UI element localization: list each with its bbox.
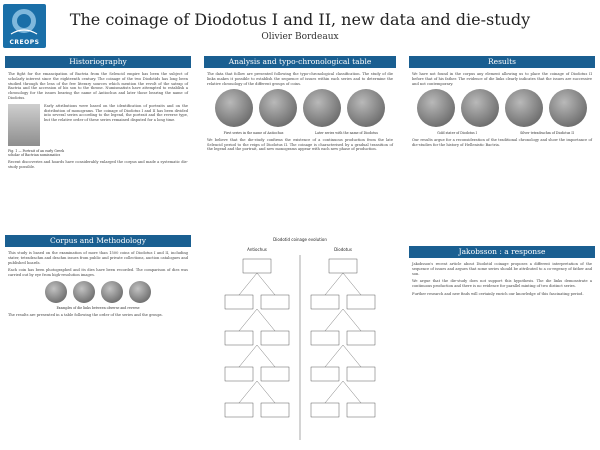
poster-title: The coinage of Diodotus I and II, new data and die-study [69,10,531,29]
historiography-section [8,72,188,173]
section-corpus-header: Corpus and Methodology [5,235,191,247]
corpus-coins [8,281,188,303]
chart-node [311,295,339,309]
analysis-coins [207,89,393,127]
chart-link [343,345,361,367]
res-caption-1: Gold stater of Diodotus I [437,130,477,135]
results-section [412,72,592,150]
coin-image [73,281,95,303]
coin-image [215,89,253,127]
chart-link [239,381,257,403]
coin-image [461,89,499,127]
coin-image [303,89,341,127]
coin-image [101,281,123,303]
hist-para-2: Early attributions were based on the identification of portraits and on the distribution of monograms. The coinage of Diodotus I and II has been divided into several series according to the legend, the portrait and the reverse type, but the relative order of these series remained disputed for a long time. [44,103,188,123]
chart-link [325,381,343,403]
chart-link [257,345,275,367]
results-coins [412,89,592,127]
chart-node [225,367,253,381]
res-para-1: We have not found in the corpus any element allowing us to place the coinage of Diodotus II before that of his father. The evidence of die links clearly indicates that the issues are successive and not contemporary. [412,72,592,86]
corp-para-3: The results are presented in a table following the order of the series and the groups. [8,313,163,318]
jak-para-2: We argue that the die-study does not support this hypothesis. The die links demonstrate a continuous production and there is no evidence for parallel minting of two distinct series. [412,279,592,289]
section-analysis-header: Analysis and typo-chronological table [204,56,396,68]
typochronological-chart [207,235,393,445]
coin-image [129,281,151,303]
coin-image [549,89,587,127]
analysis-section [207,72,393,155]
res-para-2: Our results argue for a reconsideration of the traditional chronology and show the importance of die-studies for the history of Hellenistic Bactria. [412,137,592,147]
chart-node [347,331,375,345]
chart-container [207,235,393,445]
chart-link [343,273,361,295]
corp-para-1: This study is based on the examination of more than 1500 coins of Diodotus I and II, including stater, tetradrachm and drachm issues from public and private collections, auction catalogues and published hoards. [8,251,188,265]
chart-link [257,381,275,403]
chart-node [311,403,339,417]
chart-node [225,331,253,345]
coin-image [259,89,297,127]
chart-link [239,309,257,331]
chart-node [261,295,289,309]
corp-para-2: Each coin has been photographed and its dies have been recorded. The comparison of dies was carried out by eye from high-resolution images. [8,268,188,278]
chart-node [347,367,375,381]
chart-link [325,273,343,295]
chart-node [261,331,289,345]
header [0,0,600,50]
chart-node [329,259,357,273]
chart-title: Diodotid coinage evolution [273,237,327,242]
corpus-section [8,251,188,321]
chart-link [257,309,275,331]
chart-link [343,381,361,403]
jak-para-1: Jakobsson's recent article about Diodotid coinage proposes a different interpretation of the sequence of issues and argues that some series should be attributed to a co-regency of father and son. [412,262,592,276]
corp-caption: Examples of die links between obverse and reverse [56,306,140,311]
hist-para-1: The fight for the emancipation of Bactria from the Seleucid empire has been the subject of scholarly interest since the eighteenth century. The coinage of the two Diodotids has long been studied through the lens of the few literary sources which mention the revolt of the satrap of Bactria and the accession of his son to the throne. Numismatists have attempted to establish a chronology for the issues bearing the name of Antiochus and later those bearing the name of Diodotus. [8,72,188,100]
chart-node [311,331,339,345]
hist-para-3: Recent discoveries and hoards have considerably enlarged the corpus and made a systematic die-study possible. [8,160,188,169]
chart-link [325,309,343,331]
jakobsson-section [412,262,592,300]
logo-text: CREOPS [9,39,40,46]
section-jakobsson-header: Jakobsson : a response [409,246,595,258]
chart-node [243,259,271,273]
chart-right-header: Diodotus [334,247,352,252]
chart-node [311,367,339,381]
chart-left-header: Antiochus [247,247,267,252]
chart-node [347,403,375,417]
chart-link [325,345,343,367]
chart-link [343,309,361,331]
coin-image [347,89,385,127]
portrait-image [8,104,40,146]
ana-para-1: The data that follow are presented following the typo-chronological classification. The study of die links makes it possible to establish the sequence of issues within each series and to determine the relative chronology of the different groups of coins. [207,72,393,86]
chart-link [239,345,257,367]
chart-node [225,295,253,309]
section-historiography-header: Historiography [5,56,191,68]
hist-caption: Fig. 1 — Portrait of an early Greek scholar of Bactrian numismatics [8,148,65,157]
chart-node [261,367,289,381]
chart-node [261,403,289,417]
poster-author: Olivier Bordeaux [261,32,339,42]
section-results-header: Results [409,56,595,68]
ana-caption-1: First series in the name of Antiochus [223,130,284,135]
res-caption-2: Silver tetradrachm of Diodotus II [520,130,574,135]
coin-image [417,89,455,127]
jak-para-3: Further research and new finds will certainly enrich our knowledge of this fascinating period. [412,291,584,296]
coin-image [45,281,67,303]
chart-link [239,273,257,295]
chart-node [225,403,253,417]
ana-caption-2: Later series with the name of Diodotus [314,130,379,135]
coin-image [505,89,543,127]
chart-link [257,273,275,295]
chart-node [347,295,375,309]
ana-para-2: We believe that the die-study confirms the existence of a continuous production from the late Seleucid period to the reign of Diodotus II. The coinage is characterised by a gradual transition of the legend and the portrait, and new monograms appear with each new phase of production. [207,137,393,152]
